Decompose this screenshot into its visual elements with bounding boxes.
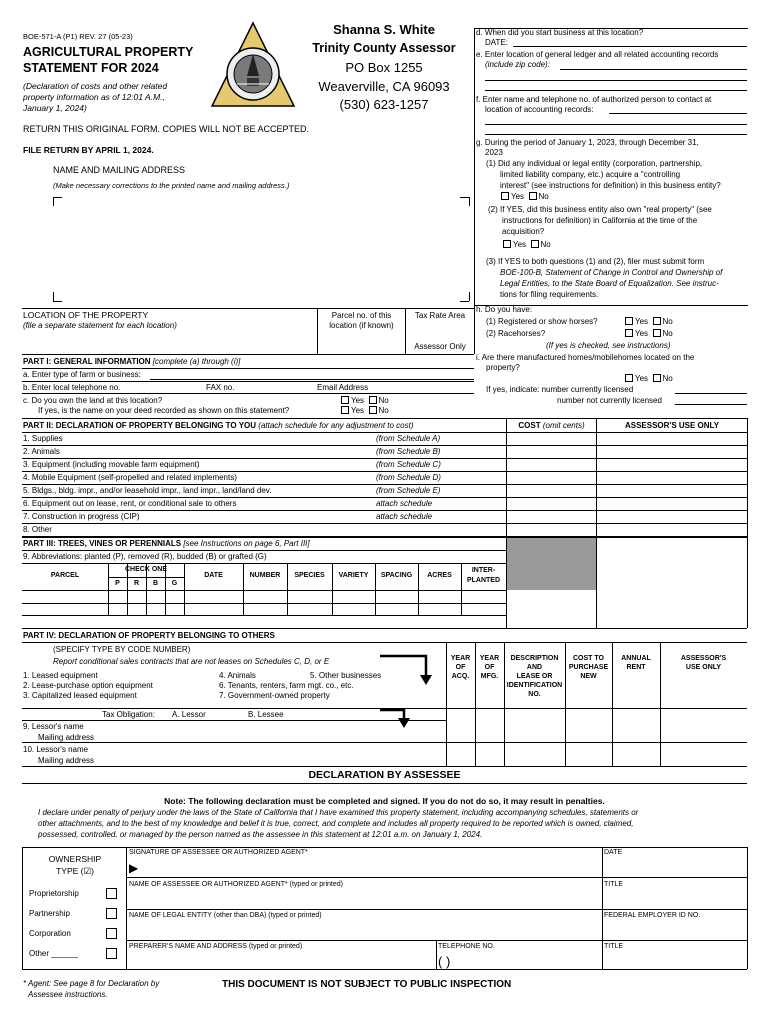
part4-col-header: NEW [580,673,597,680]
part2-row-source: attach schedule [376,512,433,521]
signature-field[interactable] [145,858,600,876]
question-f-2: location of accounting records: [485,105,594,114]
preparer-label: PREPARER'S NAME AND ADDRESS (typed or printed) [129,943,303,950]
public-inspection-notice: THIS DOCUMENT IS NOT SUBJECT TO PUBLIC INSPECTION [222,979,512,990]
assessor-phone: (530) 623-1257 [339,97,429,112]
question-g1-line3: interest" (see instructions for definition) in this business entity? [500,181,721,190]
question-g3-line4: tions for filing requirements. [500,290,599,299]
part4-col-header: RENT [626,664,646,671]
part2-cost-cell[interactable] [507,485,595,497]
preparer-phone-field[interactable]: ( ) [438,954,451,969]
location-label: LOCATION OF THE PROPERTY [23,310,149,320]
legal-entity-label: NAME OF LEGAL ENTITY (other than DBA) (typed or printed) [129,912,322,919]
part4-col-header: DESCRIPTION [510,655,559,662]
part4-col-header: COST TO [573,655,604,662]
part2-cost-cell[interactable] [507,472,595,484]
part4-col-header: AND [526,664,543,671]
fax-label: FAX no. [206,383,235,392]
part2-row-label: 8. Other [23,525,52,534]
tax-rate-label: Tax Rate Area [414,311,466,320]
part4-col-header: IDENTIFICATION [506,682,563,689]
part4-col-header: YEAR [479,655,500,662]
part4-report: Report conditional sales contracts that are not leases on Schedules C, D, or E [53,657,330,666]
part1-b: b. Enter local telephone no. [23,383,121,392]
part4-col-header: USE ONLY [685,664,722,671]
unlicensed-count-field[interactable] [675,404,747,405]
form-id: BOE-571-A (P1) REV. 27 (05-23) [23,32,133,41]
legal-entity-field[interactable] [128,922,600,939]
part2-cost-cell[interactable] [507,498,595,510]
i-options: Yes No [625,374,673,384]
ownership-type-label: Other ______ [29,949,78,958]
code-6: 6. Tenants, renters, farm mgt. co., etc. [219,681,354,690]
question-d: d. When did you start business at this location? [476,28,644,37]
form-subtitle-3: January 1, 2024) [23,103,87,113]
c2-yes-checkbox[interactable] [341,406,349,414]
g1-options: Yes No [501,192,549,202]
question-i: i. Are there manufactured homes/mobilehomes located on the [476,353,695,362]
preparer-field[interactable] [128,953,434,968]
ownership-type-checkbox[interactable] [106,888,117,899]
agent-name-label: NAME OF ASSESSEE OR AUTHORIZED AGENT* (typed or printed) [129,881,343,888]
h2-yes-checkbox[interactable] [625,329,633,337]
part2-row-label: 2. Animals [23,447,60,456]
code-1: 1. Leased equipment [23,671,98,680]
part2-row-label: 1. Supplies [23,434,63,443]
g1-no-checkbox[interactable] [529,192,537,200]
tax-lessor-option[interactable]: A. Lessor [172,710,206,719]
arrow-icon [380,653,440,733]
question-e: e. Enter location of general ledger and all related accounting records [476,50,719,59]
part2-row-label: 4. Mobile Equipment (self-propelled and related implements) [23,473,237,482]
county-seal-logo [209,20,297,112]
check-one-header: CHECK ONE [124,566,167,573]
form-subtitle-2: property information as of 12:01 A.M., [23,92,165,102]
form-subtitle-1: (Declaration of costs and other related [23,81,168,91]
email-label: Email Address [317,383,369,392]
c1-no-checkbox[interactable] [369,396,377,404]
assessor-name: Shanna S. White [333,22,435,37]
question-h: h. Do you have: [476,305,533,314]
part2-row-source: (from Schedule A) [376,434,441,443]
ownership-type-checkbox[interactable] [106,948,117,959]
c1-options: Yes No [341,396,389,406]
assessor-city: Weaverville, CA 96093 [318,79,450,94]
interplanted-header: INTER- [471,567,496,574]
question-g2: (2) If YES, did this business entity also own "real property" (see [488,205,712,214]
mailing-address-area[interactable] [62,205,458,295]
part3-col-header: NUMBER [249,572,281,579]
part3-col-header: ACRES [427,572,452,579]
question-g3-line3: Legal Entities, to the State Board of Equalization. See instruc- [500,279,719,288]
question-i-licensed: If yes, indicate: number currently licensed [486,385,634,394]
part4-col-header: ACQ. [451,673,470,680]
signature-label: SIGNATURE OF ASSESSEE OR AUTHORIZED AGENT* [129,849,308,856]
assessor-office: Trinity County Assessor [312,41,456,55]
g2-options: Yes No [503,240,551,250]
h1-options: Yes No [625,317,673,327]
part2-row-source: attach schedule [376,499,433,508]
agent-footnote: * Agent: See page 8 for Declaration by [23,979,160,988]
question-h2: (2) Racehorses? [486,329,546,338]
code-2: 2. Lease-purchase option equipment [23,681,153,690]
question-g2-line2: instructions for definition) in California at the time of the [502,216,698,225]
question-g3: (3) If YES to both questions (1) and (2), filer must submit form [486,257,705,266]
farm-type-field[interactable] [150,379,474,380]
part3-col-header: SPACING [380,572,413,579]
part3-abbrev: 9. Abbreviations: planted (P), removed (R), budded (B) or grafted (G) [23,552,267,561]
h2-options: Yes No [625,329,673,339]
h1-no-checkbox[interactable] [653,317,661,325]
h2-no-checkbox[interactable] [653,329,661,337]
preparer-title-label: TITLE [604,943,624,950]
tax-obligation-label: Tax Obligation: [102,710,155,719]
c1-yes-checkbox[interactable] [341,396,349,404]
part4-col-header: LEASE OR [516,673,553,680]
part3-col-header: P [115,580,120,587]
declaration-title: DECLARATION BY ASSESSEE [308,769,461,781]
ownership-type-label: TYPE (☑) [56,866,94,876]
part3-col-header: DATE [204,572,223,579]
question-f: f. Enter name and telephone no. of authorized person to contact at [476,95,712,104]
i-yes-checkbox[interactable] [625,374,633,382]
preparer-title-field[interactable] [604,953,746,968]
question-i-unlicensed: number not currently licensed [557,396,662,405]
signature-arrow-icon: ▶ [129,861,139,875]
declaration-text-1: I declare under penalty of perjury under the laws of the State of California that I have examined this property statement, including accompanying schedules, statements or [38,808,639,817]
h1-yes-checkbox[interactable] [625,317,633,325]
interplanted-header-2: PLANTED [466,577,501,584]
part2-row-label: 6. Equipment out on lease, rent, or conditional sale to others [23,499,237,508]
part2-cost-cell[interactable] [507,446,595,458]
parcel-label: Parcel no. of this [331,311,392,320]
part3-col-header: G [171,580,178,587]
return-notice: RETURN THIS ORIGINAL FORM. COPIES WILL NOT BE ACCEPTED. [23,124,310,134]
tax-lessee-option[interactable]: B. Lessee [248,710,284,719]
fein-label: FEDERAL EMPLOYER ID NO. [604,912,701,919]
g1-yes-checkbox[interactable] [501,192,509,200]
question-d-date-label: DATE: [485,38,508,47]
part1-a: a. Enter type of farm or business: [23,370,141,379]
question-h-note: (If yes is checked, see instructions) [546,341,671,350]
part2-row-label: 7. Construction in progress (CIP) [23,512,140,521]
name-address-note: (Make necessary corrections to the printed name and mailing address.) [53,181,290,190]
licensed-count-field[interactable] [675,393,747,394]
part3-col-header: VARIETY [338,572,369,579]
start-date-field[interactable] [513,46,747,47]
assessor-use-header: ASSESSOR'S USE ONLY [624,421,720,430]
part2-cost-cell[interactable] [507,433,595,445]
part2-row-source: (from Schedule E) [376,486,441,495]
ownership-type-checkbox[interactable] [106,908,117,919]
preparer-phone-label: TELEPHONE NO. [438,943,495,950]
file-by-notice: FILE RETURN BY APRIL 1, 2024. [23,145,154,155]
agent-name-field[interactable] [128,891,600,908]
c2-no-checkbox[interactable] [369,406,377,414]
code-7: 7. Government-owned property [219,691,330,700]
shaded-cost-area [507,538,596,590]
part4-spec: (SPECIFY TYPE BY CODE NUMBER) [53,645,191,654]
question-g1-line2: limited liability company, etc.) acquire a "controlling [500,170,681,179]
g2-yes-checkbox[interactable] [503,240,511,248]
part2-row-source: (from Schedule B) [376,447,441,456]
ownership-type-checkbox[interactable] [106,928,117,939]
part1-c-deed: If yes, is the name on your deed recorded as shown on this statement? [38,406,290,415]
part2-row-source: (from Schedule D) [376,473,441,482]
name-address-label: NAME AND MAILING ADDRESS [53,165,186,175]
part2-cost-cell[interactable] [507,511,595,523]
part3-col-header: PARCEL [50,572,80,579]
lessor10-address-label: Mailing address [38,756,95,765]
agent-footnote-2: Assessee instructions. [28,990,108,999]
part1-c: c. Do you own the land at this location? [23,396,163,405]
question-g: g. During the period of January 1, 2023, through December 31, [476,138,699,147]
contact-person-field[interactable] [609,113,747,114]
declaration-text-3: possessed, controlled, or managed by the person named as the assessee in this statement at 12:01 a.m. on January 1, 2024. [38,830,483,839]
question-g1: (1) Did any individual or legal entity (corporation, partnership, [486,159,703,168]
ownership-label: OWNERSHIP [48,854,102,864]
ownership-type-label: Corporation [29,929,71,938]
part4-col-header: OF [455,664,466,671]
code-3: 3. Capitalized leased equipment [23,691,137,700]
part4-col-header: PURCHASE [568,664,609,671]
question-g3-line2: BOE-100-B, Statement of Change in Control and Ownership of [500,268,723,277]
question-h1: (1) Registered or show horses? [486,317,598,326]
question-i-line2: property? [486,363,520,372]
question-g2-line3: acquisition? [502,227,545,236]
i-no-checkbox[interactable] [653,374,661,382]
question-e-zip: (include zip code): [485,60,550,69]
part3-col-header: B [152,580,159,587]
part1-title: PART I: GENERAL INFORMATION [complete (a) through (i)] [23,357,241,366]
declaration-note: Note: The following declaration must be completed and signed. If you do not do so, it may result in penalties. [164,796,605,806]
code-4: 4. Animals [219,671,256,680]
part4-col-header: OF [484,664,495,671]
lessor10-name-label: 10. Lessor's name [23,745,89,754]
part4-col-header: MFG. [480,673,499,680]
part2-cost-cell[interactable] [507,459,595,471]
title-field[interactable] [604,891,746,908]
g2-no-checkbox[interactable] [531,240,539,248]
part2-cost-cell[interactable] [507,524,595,536]
part4-title: PART IV: DECLARATION OF PROPERTY BELONGING TO OTHERS [23,631,275,640]
part4-col-header: ANNUAL [621,655,651,662]
part4-col-header: YEAR [450,655,471,662]
ownership-type-label: Proprietorship [29,889,79,898]
part3-title: PART III: TREES, VINES OR PERENNIALS [see Instructions on page 6, Part III] [23,539,310,548]
part3-col-header: SPECIES [294,572,325,579]
c2-options: Yes No [341,406,389,416]
part2-title: PART II: DECLARATION OF PROPERTY BELONGING TO YOU (attach schedule for any adjustment to cost) [23,421,414,430]
ledger-location-field[interactable] [560,69,747,70]
form-title-line2: STATEMENT FOR 2024 [23,61,159,75]
part3-col-header: R [133,580,140,587]
part2-row-source: (from Schedule C) [376,460,441,469]
part4-col-header: NO. [528,691,541,698]
location-note: (file a separate statement for each location) [23,321,177,330]
cost-header: COST (omit cents) [518,421,585,430]
question-g-year: 2023 [485,148,503,157]
title-label: TITLE [604,881,624,888]
date-label: DATE [604,849,623,856]
part4-col-header: ASSESSOR'S [680,655,727,662]
date-field[interactable] [604,859,746,876]
lessor9-address-label: Mailing address [38,733,95,742]
part2-row-label: 3. Equipment (including movable farm equipment) [23,460,200,469]
fein-field[interactable] [604,922,746,939]
assessor-box: PO Box 1255 [345,60,423,75]
lessor9-name-label: 9. Lessor's name [23,722,84,731]
parcel-label-2: location (if known) [329,321,394,330]
part2-row-label: 5. Bldgs., bldg. impr., and/or leasehold impr., land impr., land/land dev. [23,486,272,495]
declaration-text-2: other attachments, and to the best of my knowledge and belief it is true, correct, and complete and includes all property required to be reported which is owned, claimed, [38,819,634,828]
assessor-only-label: Assessor Only [414,342,466,351]
code-5: 5. Other businesses [310,671,382,680]
form-title-line1: AGRICULTURAL PROPERTY [23,45,194,59]
ownership-type-label: Partnership [29,909,70,918]
